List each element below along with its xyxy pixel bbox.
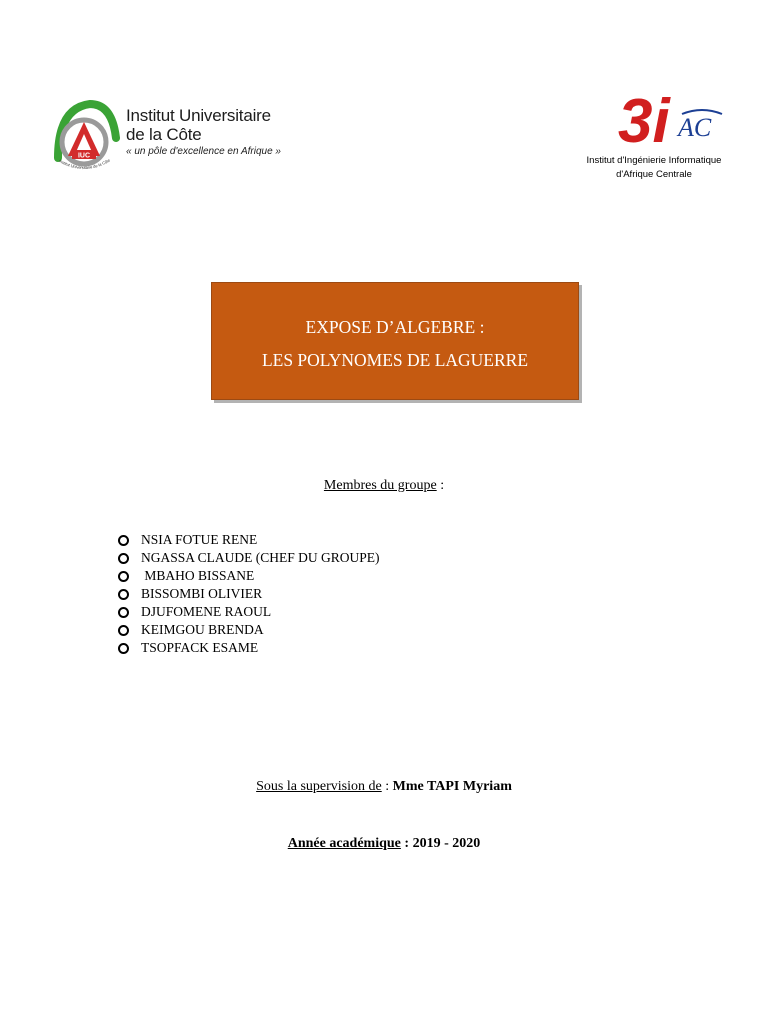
iac-caption-line2: d'Afrique Centrale bbox=[616, 169, 692, 180]
member-name: BISSOMBI OLIVIER bbox=[141, 586, 263, 601]
member-item bbox=[118, 585, 380, 603]
supervision-separator: : bbox=[381, 779, 393, 794]
emblem-ring-text: Institut Universitaire de la Côte bbox=[58, 157, 111, 171]
title-line1: EXPOSE D’ALGEBRE : bbox=[305, 317, 485, 337]
iac-caption-line1: Institut d'Ingénierie Informatique bbox=[586, 155, 722, 166]
iac-mark-suffix: AC bbox=[678, 113, 712, 142]
member-name: NSIA FOTUE RENE bbox=[141, 532, 258, 547]
title-line2: LES POLYNOMES DE LAGUERRE bbox=[261, 350, 529, 370]
member-name: KEIMGOU BRENDA bbox=[141, 622, 264, 637]
member-name: MBAHO BISSANE bbox=[141, 568, 255, 583]
member-item bbox=[118, 567, 380, 585]
circle-bullet-icon bbox=[118, 571, 129, 582]
circle-bullet-icon bbox=[118, 535, 129, 546]
member-item bbox=[118, 603, 380, 621]
members-heading-suffix: : bbox=[436, 478, 445, 493]
members-heading bbox=[0, 478, 768, 494]
iac-logo bbox=[612, 84, 732, 154]
members-heading-label: Membres du groupe bbox=[323, 478, 437, 493]
academic-year-separator: : bbox=[400, 836, 413, 851]
iuc-logo bbox=[50, 98, 120, 174]
iuc-name bbox=[126, 106, 271, 144]
supervision-label: Sous la supervision de bbox=[256, 779, 382, 794]
iac-caption bbox=[574, 154, 734, 182]
title-banner bbox=[211, 282, 579, 400]
member-item bbox=[118, 621, 380, 639]
members-list bbox=[118, 531, 380, 657]
member-item bbox=[118, 549, 380, 567]
emblem-text: IUC bbox=[77, 152, 91, 160]
member-item bbox=[118, 639, 380, 657]
circle-bullet-icon bbox=[118, 607, 129, 618]
iuc-name-line1: Institut Universitaire bbox=[126, 106, 271, 125]
circle-bullet-icon bbox=[118, 643, 129, 654]
member-name: DJUFOMENE RAOUL bbox=[141, 604, 272, 619]
circle-bullet-icon bbox=[118, 553, 129, 564]
member-name: NGASSA CLAUDE (CHEF DU GROUPE) bbox=[141, 550, 380, 565]
circle-bullet-icon bbox=[118, 625, 129, 636]
supervisor-name: Mme TAPI Myriam bbox=[392, 779, 512, 794]
academic-year-line bbox=[0, 836, 768, 852]
iac-mark: 3i bbox=[618, 87, 670, 154]
academic-year-value: 2019 - 2020 bbox=[412, 836, 481, 851]
member-item bbox=[118, 531, 380, 549]
iuc-name-line2: de la Côte bbox=[126, 125, 202, 144]
iuc-emblem-icon bbox=[50, 98, 120, 174]
iac-mark-icon bbox=[612, 84, 732, 154]
iuc-slogan: « un pôle d'excellence en Afrique » bbox=[126, 146, 281, 157]
supervision-line bbox=[0, 779, 768, 795]
circle-bullet-icon bbox=[118, 589, 129, 600]
academic-year-label: Année académique bbox=[287, 836, 401, 851]
member-name: TSOPFACK ESAME bbox=[141, 640, 259, 655]
